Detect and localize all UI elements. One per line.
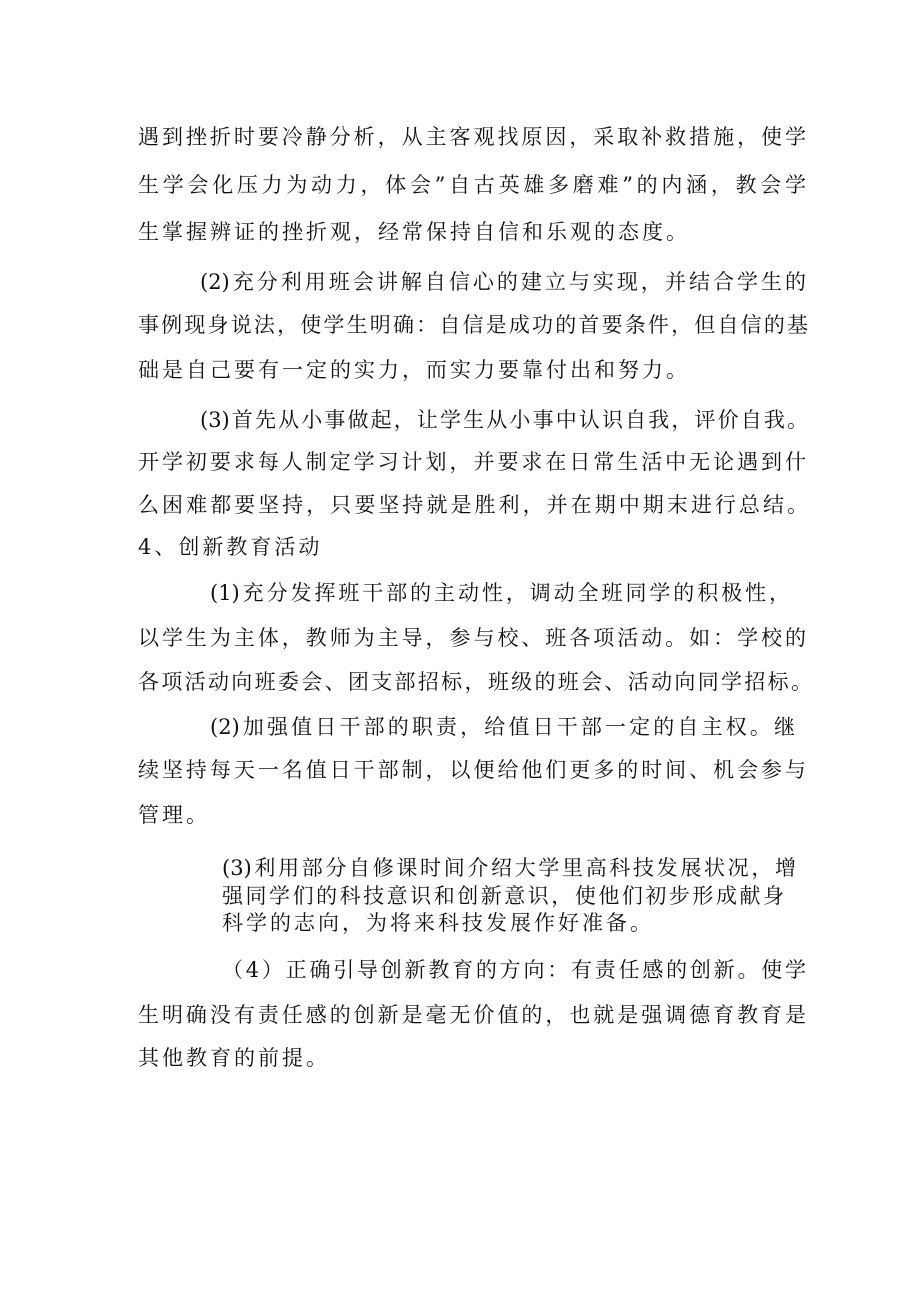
text-line: 生明确没有责任感的创新是毫无价值的，也就是强调德育教育是 — [138, 1003, 806, 1027]
paragraph-1-line: (1)充分发挥班干部的主动性，调动全班同学的积极性， — [210, 581, 790, 605]
text-line: 续坚持每天一名值日干部制，以便给他们更多的时间、机会参与 — [138, 758, 806, 782]
text-line: 强同学们的科技意识和创新意识，使他们初步形成献身 — [222, 884, 784, 908]
paragraph-3-line: (3)利用部分自修课时间介绍大学里高科技发展状况，增 — [222, 856, 796, 880]
text-line: 管理。 — [138, 803, 210, 827]
paragraph-4-line: （4）正确引导创新教育的方向：有责任感的创新。使学 — [222, 958, 806, 982]
paragraph-3-line: (3)首先从小事做起，让学生从小事中认识自我，评价自我。 — [200, 408, 808, 432]
text-line: 生掌握辨证的挫折观，经常保持自信和乐观的态度。 — [138, 220, 690, 244]
text-line: 以学生为主体，教师为主导，参与校、班各项活动。如：学校的 — [138, 626, 806, 650]
paragraph-2-line: (2)加强值日干部的职责，给值日干部一定的自主权。继 — [210, 715, 795, 739]
text-line: 各项活动向班委会、团支部招标，班级的班会、活动向同学招标。 — [138, 670, 812, 694]
text-line: 础是自己要有一定的实力，而实力要靠付出和努力。 — [138, 358, 690, 382]
text-line: 其他教育的前提。 — [138, 1046, 330, 1070]
text-line: 事例现身说法，使学生明确：自信是成功的首要条件，但自信的基 — [138, 313, 808, 337]
text-line: 么困难都要坚持，只要坚持就是胜利，并在期中期末进行总结。 — [138, 493, 808, 517]
text-line: 开学初要求每人制定学习计划，并要求在日常生活中无论遇到什 — [138, 450, 806, 474]
paragraph-2-line: (2)充分利用班会讲解自信心的建立与实现，并结合学生的 — [200, 270, 806, 294]
section-heading: 4、创新教育活动 — [138, 535, 323, 559]
text-line: 遇到挫折时要冷静分析，从主客观找原因，采取补救措施，使学 — [138, 125, 806, 149]
text-line: 生学会化压力为动力，体会”自古英雄多磨难”的内涵，教会学 — [138, 173, 806, 197]
text-line: 科学的志向，为将来科技发展作好准备。 — [222, 911, 654, 935]
